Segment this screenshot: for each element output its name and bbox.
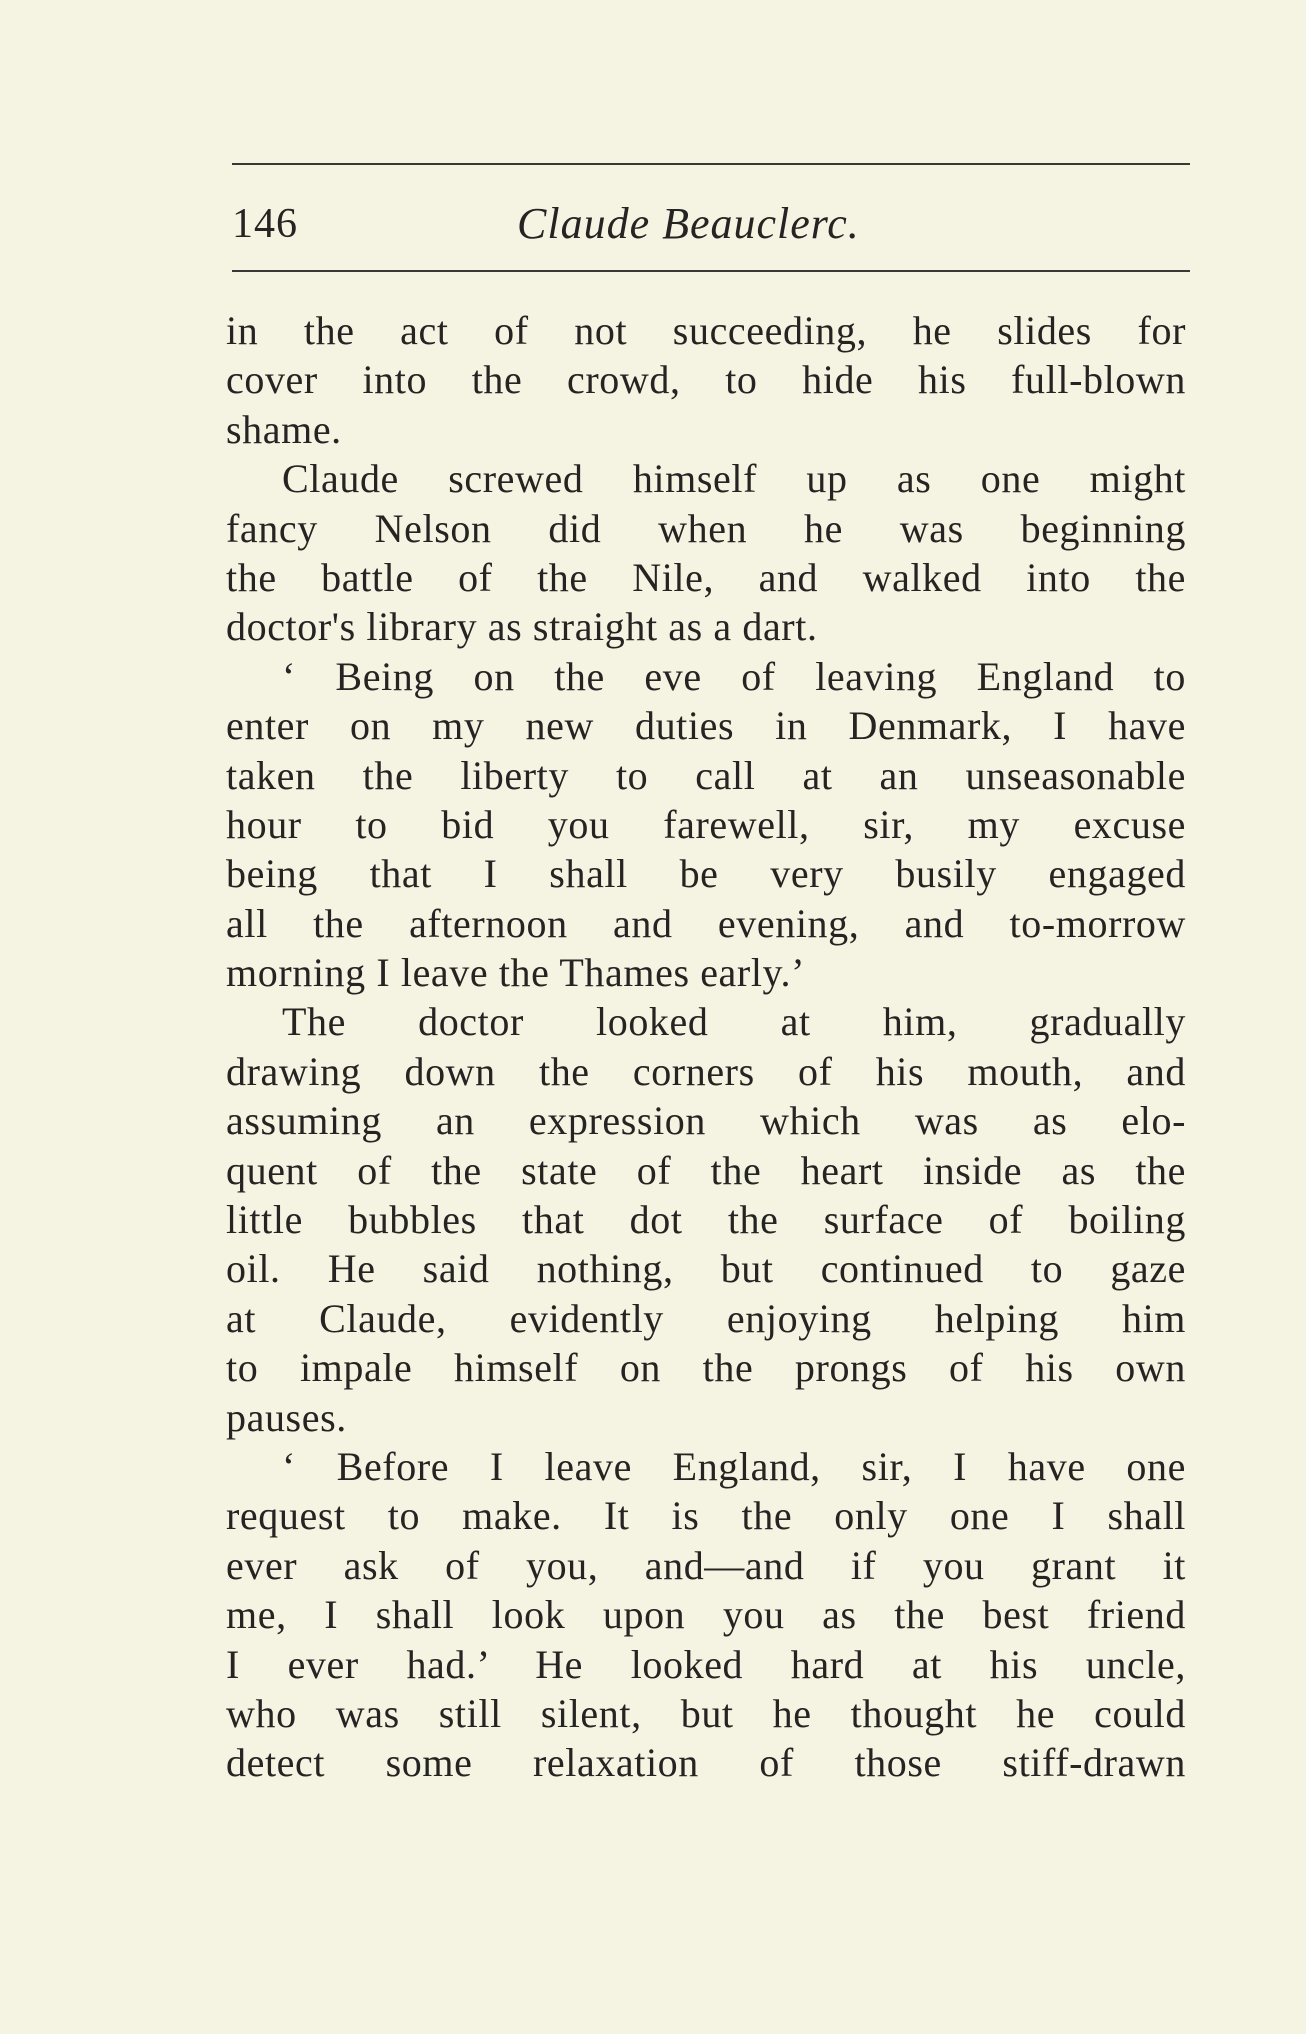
text-line: drawing down the corners of his mouth, and bbox=[226, 1048, 1186, 1094]
text-line: ever ask of you, and—and if you grant it bbox=[226, 1542, 1186, 1588]
text-line: morning I leave the Thames early.’ bbox=[226, 950, 806, 996]
text-line: detect some relaxation of those stiff-drawn bbox=[226, 1740, 1186, 1786]
page-number: 146 bbox=[232, 201, 298, 247]
text-line: shame. bbox=[226, 406, 342, 452]
text-line: assuming an expression which was as elo- bbox=[226, 1098, 1186, 1144]
text-line: ‘ Before I leave England, sir, I have one bbox=[282, 1443, 1186, 1489]
running-title: Claude Beauclerc. bbox=[517, 199, 860, 248]
text-line: doctor's library as straight as a dart. bbox=[226, 604, 818, 650]
text-line: I ever had.’ He looked hard at his uncle, bbox=[226, 1641, 1186, 1687]
header-bottom-rule bbox=[232, 270, 1190, 272]
text-line: The doctor looked at him, gradually bbox=[282, 999, 1186, 1045]
body-text bbox=[226, 306, 1186, 1788]
text-line: in the act of not succeeding, he slides for bbox=[226, 308, 1186, 353]
text-line: Claude screwed himself up as one might bbox=[282, 456, 1186, 502]
running-header bbox=[232, 196, 1190, 252]
text-line: quent of the state of the heart inside as the bbox=[226, 1147, 1186, 1193]
header-top-rule bbox=[232, 163, 1190, 165]
text-line: taken the liberty to call at an unseasonable bbox=[226, 752, 1186, 798]
text-line: request to make. It is the only one I shall bbox=[226, 1493, 1186, 1539]
text-line: to impale himself on the prongs of his own bbox=[226, 1345, 1186, 1391]
text-line: enter on my new duties in Denmark, I have bbox=[226, 703, 1186, 749]
text-line: being that I shall be very busily engaged bbox=[226, 851, 1186, 897]
text-line: oil. He said nothing, but continued to gaze bbox=[226, 1246, 1186, 1292]
text-line: who was still silent, but he thought he could bbox=[226, 1690, 1186, 1736]
text-line: fancy Nelson did when he was beginning bbox=[226, 505, 1186, 551]
text-line: me, I shall look upon you as the best friend bbox=[226, 1592, 1186, 1638]
text-line: little bubbles that dot the surface of boiling bbox=[226, 1197, 1186, 1243]
text-line: pauses. bbox=[226, 1394, 347, 1440]
text-line: hour to bid you farewell, sir, my excuse bbox=[226, 801, 1186, 847]
text-line: all the afternoon and evening, and to-morrow bbox=[226, 900, 1186, 946]
text-line: cover into the crowd, to hide his full-blown bbox=[226, 357, 1186, 403]
text-line: the battle of the Nile, and walked into the bbox=[226, 554, 1186, 600]
text-line: ‘ Being on the eve of leaving England to bbox=[282, 653, 1186, 699]
text-line: at Claude, evidently enjoying helping him bbox=[226, 1295, 1186, 1341]
